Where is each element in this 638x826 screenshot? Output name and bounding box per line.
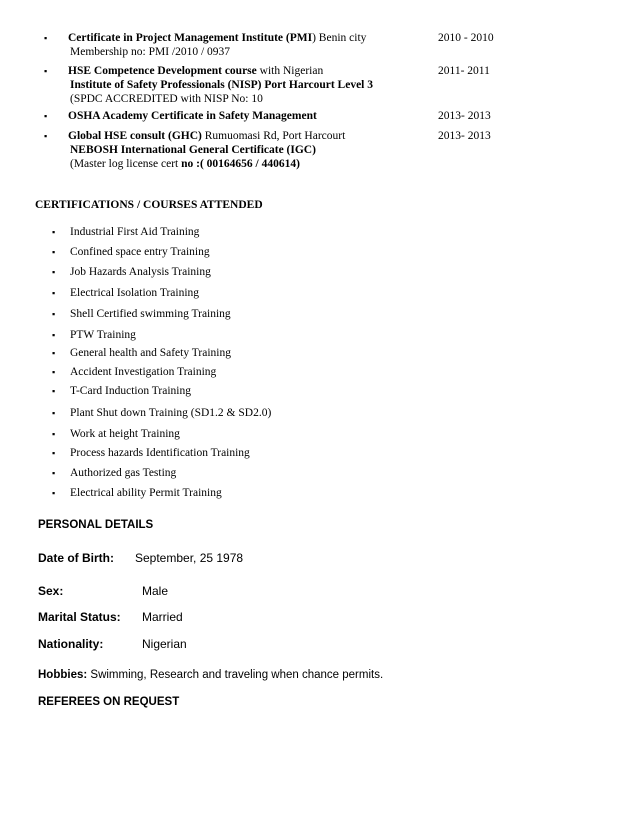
certificate-title: NEBOSH International General Certificate (IGC) xyxy=(70,144,316,156)
certificate-body xyxy=(68,109,428,123)
course-label: Confined space entry Training xyxy=(70,246,210,258)
certifications-heading: CERTIFICATIONS / COURSES ATTENDED xyxy=(35,199,263,211)
bullet-icon: ▪ xyxy=(52,468,56,478)
personal-details-heading: PERSONAL DETAILS xyxy=(38,519,154,531)
hobbies-value: Swimming, Research and traveling when chance permits. xyxy=(87,669,384,681)
bullet-icon: ▪ xyxy=(52,408,56,418)
bullet-icon: ▪ xyxy=(44,111,48,121)
certificate-line xyxy=(68,64,428,78)
certificate-line xyxy=(68,129,428,143)
bullet-icon: ▪ xyxy=(52,267,56,277)
sex-label: Sex: xyxy=(38,584,64,598)
course-label: T-Card Induction Training xyxy=(70,385,191,397)
course-label: Electrical Isolation Training xyxy=(70,287,200,299)
course-label: Plant Shut down Training (SD1.2 & SD2.0) xyxy=(70,407,272,419)
certificate-years: 2010 - 2010 xyxy=(438,32,494,44)
certificate-detail: (Master log license cert xyxy=(70,158,182,170)
dob-value: September, 25 1978 xyxy=(135,551,244,565)
course-label: Electrical ability Permit Training xyxy=(70,487,222,499)
marital-status-label: Marital Status: xyxy=(38,610,121,624)
certificate-detail: (SPDC ACCREDITED with NISP No: 10 xyxy=(70,93,263,105)
bullet-icon: ▪ xyxy=(52,309,56,319)
sex-value: Male xyxy=(142,584,169,598)
referees-heading: REFEREES ON REQUEST xyxy=(38,696,180,708)
certificate-detail: Rumuomasi Rd, Port Harcourt xyxy=(204,130,346,142)
course-label: General health and Safety Training xyxy=(70,347,231,359)
certificate-line xyxy=(68,143,428,157)
course-label: Authorized gas Testing xyxy=(70,467,177,479)
certificate-body xyxy=(68,31,428,59)
bullet-icon: ▪ xyxy=(52,227,56,237)
certificate-line xyxy=(68,92,428,106)
certificate-years: 2013- 2013 xyxy=(438,110,491,122)
bullet-icon: ▪ xyxy=(52,386,56,396)
hobbies-label: Hobbies: xyxy=(38,669,88,681)
certificate-line xyxy=(68,31,428,45)
certificate-line xyxy=(68,157,428,171)
certificate-body xyxy=(68,129,428,171)
course-label: Accident Investigation Training xyxy=(70,366,217,378)
dob-label: Date of Birth: xyxy=(38,551,114,565)
certificate-detail: Membership no: PMI /2010 / 0937 xyxy=(70,46,231,58)
sex-row xyxy=(38,584,169,598)
course-label: Work at height Training xyxy=(70,428,180,440)
certificate-years: 2013- 2013 xyxy=(438,130,491,142)
course-label: Job Hazards Analysis Training xyxy=(70,266,211,278)
certificate-title: Institute of Safety Professionals (NISP) Port Harcourt Level 3 xyxy=(70,79,374,91)
marital-status-value: Married xyxy=(142,610,183,624)
nationality-label: Nationality: xyxy=(38,637,104,651)
course-label: PTW Training xyxy=(70,329,136,341)
certificate-line xyxy=(68,45,428,59)
dob-row xyxy=(38,551,244,565)
license-number: no :( 00164656 / 440614) xyxy=(181,158,300,170)
nationality-value: Nigerian xyxy=(142,637,187,651)
course-label: Process hazards Identification Training xyxy=(70,447,250,459)
bullet-icon: ▪ xyxy=(52,429,56,439)
bullet-icon: ▪ xyxy=(52,330,56,340)
certificate-line xyxy=(68,109,428,123)
certificate-body xyxy=(68,64,428,106)
bullet-icon: ▪ xyxy=(52,448,56,458)
certificate-title: Certificate in Project Management Institute (PMI xyxy=(68,32,313,44)
course-label: Shell Certified swimming Training xyxy=(70,308,231,320)
nationality-row xyxy=(38,637,187,651)
certificate-detail: ) Benin city xyxy=(312,32,367,44)
bullet-icon: ▪ xyxy=(44,131,48,141)
certificate-title: OSHA Academy Certificate in Safety Management xyxy=(68,110,317,122)
bullet-icon: ▪ xyxy=(44,33,48,43)
bullet-icon: ▪ xyxy=(44,66,48,76)
bullet-icon: ▪ xyxy=(52,367,56,377)
bullet-icon: ▪ xyxy=(52,488,56,498)
bullet-icon: ▪ xyxy=(52,247,56,257)
certificate-title: HSE Competence Development course xyxy=(68,65,260,77)
marital-status-row xyxy=(38,610,183,624)
certificate-line xyxy=(68,78,428,92)
course-label: Industrial First Aid Training xyxy=(70,226,200,238)
certificate-detail: with Nigerian xyxy=(259,65,324,77)
certificate-years: 2011- 2011 xyxy=(438,65,490,77)
bullet-icon: ▪ xyxy=(52,348,56,358)
certificate-title: Global HSE consult (GHC) xyxy=(68,130,205,142)
bullet-icon: ▪ xyxy=(52,288,56,298)
hobbies-line xyxy=(38,669,383,681)
